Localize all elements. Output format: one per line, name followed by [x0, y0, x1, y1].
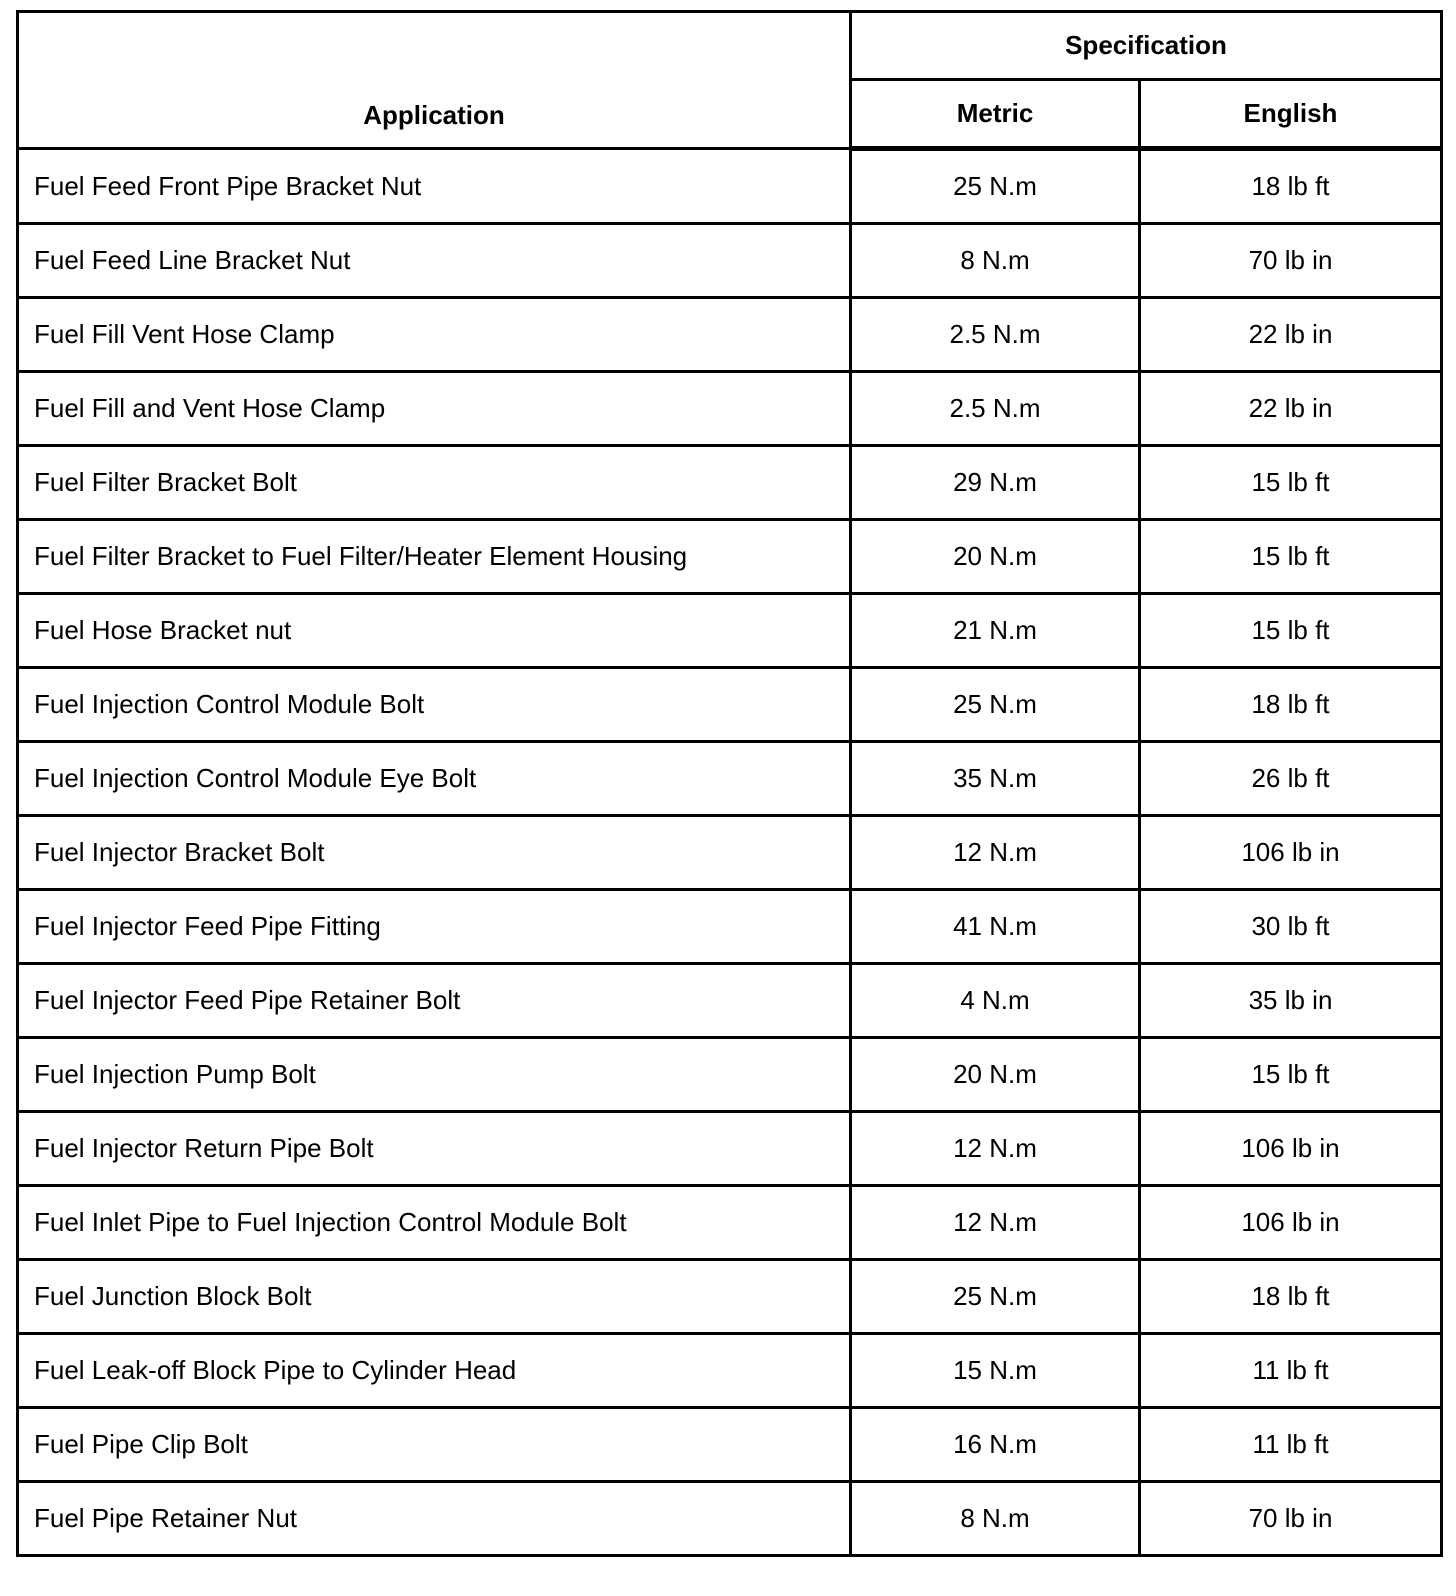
metric-cell: 29 N.m	[851, 446, 1140, 520]
metric-cell: 12 N.m	[851, 816, 1140, 890]
metric-cell: 8 N.m	[851, 1482, 1140, 1556]
english-cell: 26 lb ft	[1140, 742, 1442, 816]
metric-cell: 4 N.m	[851, 964, 1140, 1038]
english-cell: 35 lb in	[1140, 964, 1442, 1038]
table-row	[18, 298, 1442, 372]
metric-cell: 2.5 N.m	[851, 372, 1140, 446]
english-cell: 15 lb ft	[1140, 594, 1442, 668]
table-row	[18, 372, 1442, 446]
application-cell: Fuel Fill and Vent Hose Clamp	[18, 372, 851, 446]
application-cell: Fuel Filter Bracket to Fuel Filter/Heater Element Housing	[18, 520, 851, 594]
application-cell: Fuel Fill Vent Hose Clamp	[18, 298, 851, 372]
table-body	[18, 149, 1442, 1556]
table-row	[18, 520, 1442, 594]
metric-cell: 20 N.m	[851, 520, 1140, 594]
specification-header: Specification	[851, 12, 1442, 80]
application-cell: Fuel Hose Bracket nut	[18, 594, 851, 668]
application-cell: Fuel Injection Pump Bolt	[18, 1038, 851, 1112]
metric-cell: 21 N.m	[851, 594, 1140, 668]
english-cell: 30 lb ft	[1140, 890, 1442, 964]
application-cell: Fuel Injector Feed Pipe Retainer Bolt	[18, 964, 851, 1038]
application-cell: Fuel Injection Control Module Bolt	[18, 668, 851, 742]
application-cell: Fuel Feed Front Pipe Bracket Nut	[18, 149, 851, 224]
metric-cell: 8 N.m	[851, 224, 1140, 298]
english-header: English	[1140, 80, 1442, 149]
english-cell: 70 lb in	[1140, 1482, 1442, 1556]
table-row	[18, 1186, 1442, 1260]
table-row	[18, 1334, 1442, 1408]
application-cell: Fuel Pipe Clip Bolt	[18, 1408, 851, 1482]
table-row	[18, 446, 1442, 520]
table-row	[18, 890, 1442, 964]
metric-cell: 12 N.m	[851, 1112, 1140, 1186]
metric-cell: 2.5 N.m	[851, 298, 1140, 372]
application-cell: Fuel Injection Control Module Eye Bolt	[18, 742, 851, 816]
application-cell: Fuel Filter Bracket Bolt	[18, 446, 851, 520]
table-row	[18, 1482, 1442, 1556]
torque-spec-table	[16, 10, 1443, 1557]
table-row	[18, 1408, 1442, 1482]
metric-cell: 15 N.m	[851, 1334, 1140, 1408]
table-row	[18, 742, 1442, 816]
english-cell: 22 lb in	[1140, 372, 1442, 446]
metric-header: Metric	[851, 80, 1140, 149]
table-header	[18, 12, 1442, 149]
english-cell: 15 lb ft	[1140, 520, 1442, 594]
english-cell: 70 lb in	[1140, 224, 1442, 298]
table-row	[18, 224, 1442, 298]
application-header: Application	[18, 12, 851, 149]
english-cell: 15 lb ft	[1140, 1038, 1442, 1112]
application-cell: Fuel Injector Return Pipe Bolt	[18, 1112, 851, 1186]
english-cell: 18 lb ft	[1140, 1260, 1442, 1334]
table-row	[18, 816, 1442, 890]
english-cell: 18 lb ft	[1140, 149, 1442, 224]
table-row	[18, 1038, 1442, 1112]
metric-cell: 16 N.m	[851, 1408, 1140, 1482]
english-cell: 106 lb in	[1140, 1112, 1442, 1186]
metric-cell: 35 N.m	[851, 742, 1140, 816]
table-row	[18, 964, 1442, 1038]
english-cell: 106 lb in	[1140, 816, 1442, 890]
english-cell: 11 lb ft	[1140, 1334, 1442, 1408]
metric-cell: 20 N.m	[851, 1038, 1140, 1112]
table-row	[18, 594, 1442, 668]
application-cell: Fuel Injector Bracket Bolt	[18, 816, 851, 890]
metric-cell: 25 N.m	[851, 149, 1140, 224]
header-row-top	[18, 12, 1442, 80]
metric-cell: 12 N.m	[851, 1186, 1140, 1260]
metric-cell: 41 N.m	[851, 890, 1140, 964]
application-cell: Fuel Injector Feed Pipe Fitting	[18, 890, 851, 964]
application-cell: Fuel Inlet Pipe to Fuel Injection Control Module Bolt	[18, 1186, 851, 1260]
application-cell: Fuel Feed Line Bracket Nut	[18, 224, 851, 298]
application-cell: Fuel Pipe Retainer Nut	[18, 1482, 851, 1556]
english-cell: 106 lb in	[1140, 1186, 1442, 1260]
english-cell: 22 lb in	[1140, 298, 1442, 372]
english-cell: 15 lb ft	[1140, 446, 1442, 520]
metric-cell: 25 N.m	[851, 668, 1140, 742]
metric-cell: 25 N.m	[851, 1260, 1140, 1334]
table-row	[18, 668, 1442, 742]
english-cell: 18 lb ft	[1140, 668, 1442, 742]
table-row	[18, 149, 1442, 224]
english-cell: 11 lb ft	[1140, 1408, 1442, 1482]
application-cell: Fuel Leak-off Block Pipe to Cylinder Head	[18, 1334, 851, 1408]
table-row	[18, 1260, 1442, 1334]
table-row	[18, 1112, 1442, 1186]
application-cell: Fuel Junction Block Bolt	[18, 1260, 851, 1334]
